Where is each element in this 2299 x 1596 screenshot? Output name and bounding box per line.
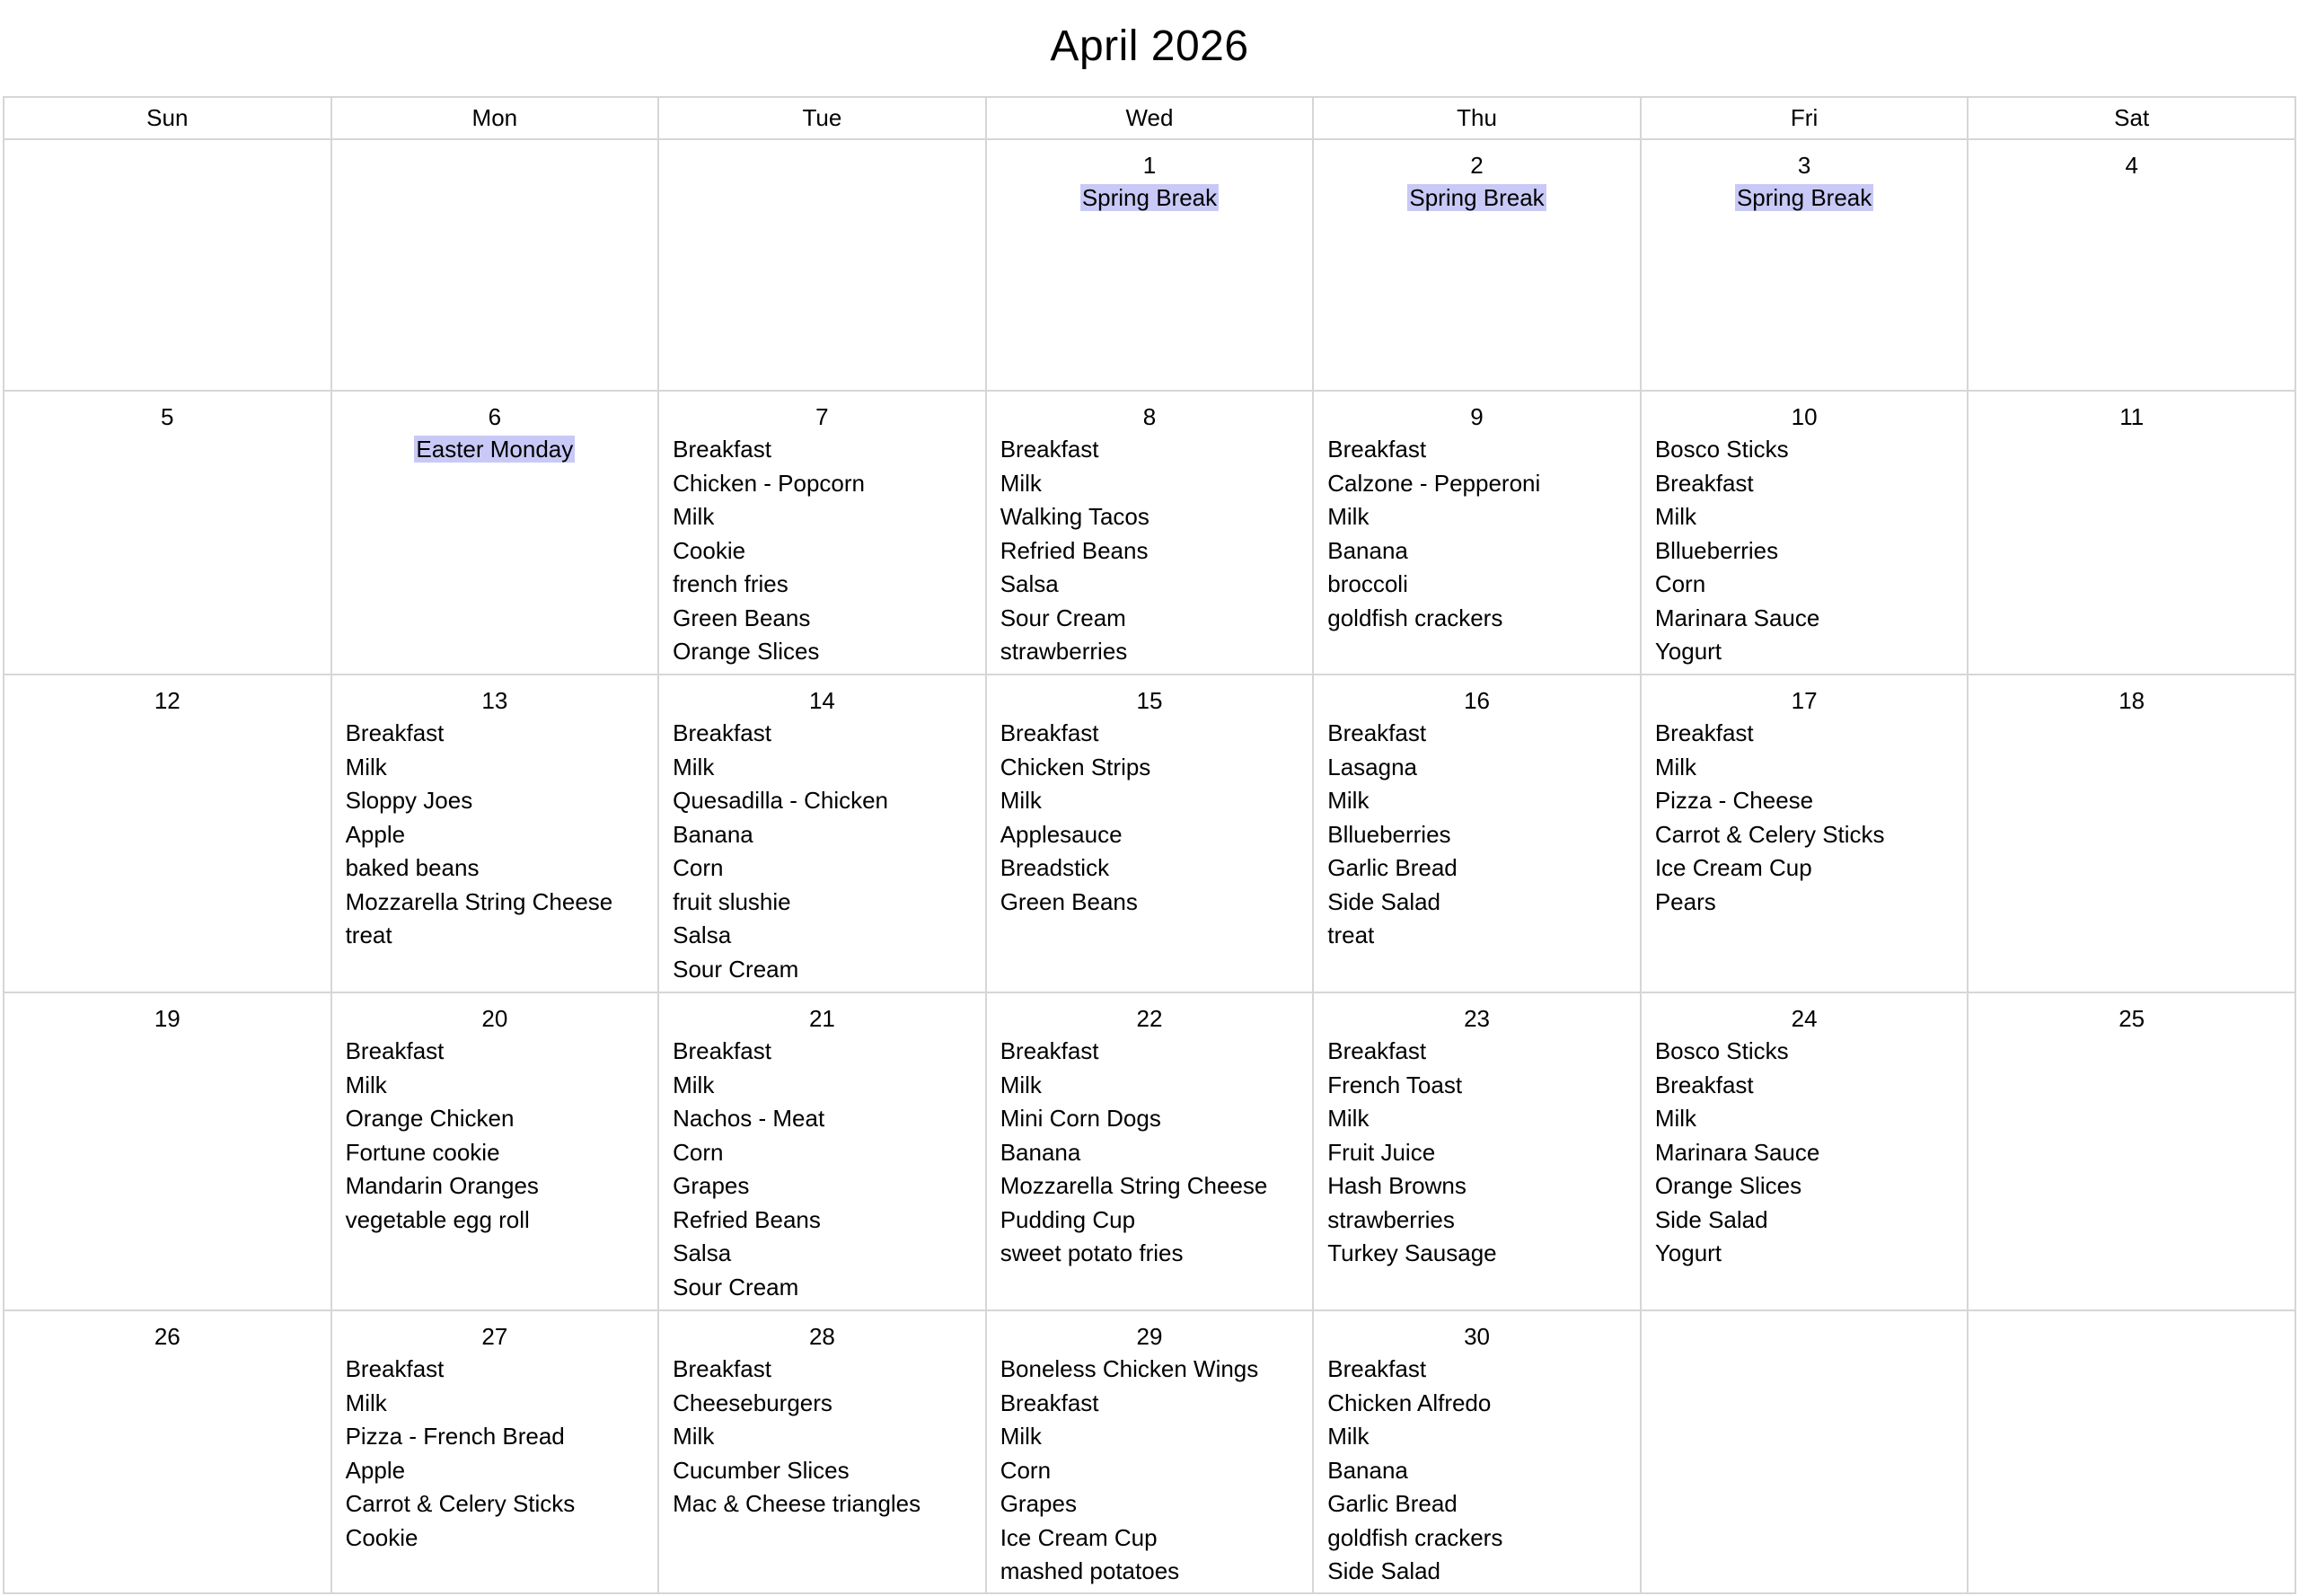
menu-item: Milk — [1000, 787, 1042, 814]
weekday-header: Fri — [1641, 97, 1969, 139]
menu-item: Cookie — [345, 1523, 418, 1551]
day-cell[interactable] — [1313, 139, 1641, 391]
day-cell[interactable] — [1968, 1310, 2295, 1593]
menu-item: Carrot & Celery Sticks — [1654, 820, 1885, 848]
menu-item: Breakfast — [1000, 1037, 1099, 1064]
menu-item: Carrot & Celery Sticks — [345, 1490, 576, 1517]
menu-item-list — [659, 433, 985, 669]
event-label[interactable] — [1642, 181, 1968, 216]
menu-item: Milk — [345, 1071, 387, 1098]
menu-item: Sour Cream — [673, 955, 799, 983]
menu-item: Corn — [673, 854, 724, 881]
day-cell[interactable] — [331, 992, 659, 1310]
menu-item: Breakfast — [1000, 1389, 1099, 1416]
day-cell[interactable] — [1968, 139, 2295, 391]
menu-item: sweet potato fries — [1000, 1239, 1184, 1266]
menu-item: Side Salad — [1654, 1205, 1768, 1233]
menu-item: Breakfast — [1654, 1071, 1754, 1098]
menu-item: Salsa — [673, 1239, 732, 1266]
menu-item-list — [1642, 433, 1968, 669]
menu-item: Grapes — [1000, 1490, 1077, 1517]
menu-item-list — [1314, 717, 1640, 953]
menu-item: strawberries — [1327, 1205, 1455, 1233]
menu-item: Sour Cream — [673, 1273, 799, 1301]
calendar-title: April 2026 — [1050, 22, 1249, 70]
menu-item: Cookie — [673, 536, 746, 564]
menu-item: Refried Beans — [1000, 536, 1149, 564]
event-label[interactable] — [1314, 181, 1640, 216]
day-number: 5 — [161, 403, 174, 430]
menu-item: Breakfast — [1654, 469, 1754, 497]
day-cell[interactable] — [4, 1310, 331, 1593]
menu-item: Green Beans — [1000, 887, 1138, 915]
day-number: 4 — [2125, 152, 2138, 179]
menu-item: Milk — [1327, 1423, 1370, 1450]
event-label[interactable] — [332, 433, 658, 467]
menu-item: Banana — [1000, 1138, 1081, 1166]
day-number: 26 — [154, 1323, 181, 1350]
menu-item: Marinara Sauce — [1654, 1138, 1820, 1166]
menu-item: Milk — [1000, 469, 1042, 497]
day-number: 28 — [808, 1323, 835, 1350]
menu-item-list — [987, 717, 1313, 919]
menu-item: Sour Cream — [1000, 604, 1126, 631]
menu-item: Milk — [673, 1071, 715, 1098]
menu-item: Refried Beans — [673, 1205, 821, 1233]
menu-item: french fries — [673, 570, 788, 597]
menu-item: Pudding Cup — [1000, 1205, 1136, 1233]
menu-item: Applesauce — [1000, 820, 1123, 848]
weekday-header: Sun — [4, 97, 331, 139]
menu-item-list — [1642, 1035, 1968, 1271]
day-number: 8 — [1142, 403, 1157, 430]
menu-item: broccoli — [1327, 570, 1408, 597]
day-cell[interactable] — [1641, 1310, 1969, 1593]
menu-item: Breakfast — [1327, 1037, 1427, 1064]
menu-item: Orange Slices — [673, 638, 820, 665]
day-cell[interactable] — [986, 992, 1314, 1310]
day-number: 12 — [154, 687, 181, 714]
event-label-text: Easter Monday — [416, 436, 574, 463]
day-cell[interactable] — [331, 1310, 659, 1593]
day-cell[interactable] — [4, 992, 331, 1310]
day-cell[interactable] — [1641, 675, 1969, 992]
menu-item-list — [659, 1353, 985, 1521]
menu-item: Milk — [1327, 503, 1370, 530]
menu-item: Milk — [673, 753, 715, 780]
event-label-text: Spring Break — [1736, 184, 1872, 211]
day-cell[interactable] — [986, 1310, 1314, 1593]
day-cell[interactable] — [1641, 992, 1969, 1310]
menu-item: Milk — [1327, 787, 1370, 814]
menu-item: Mandarin Oranges — [345, 1172, 539, 1199]
day-cell[interactable] — [986, 391, 1314, 675]
menu-item: Milk — [673, 503, 715, 530]
menu-item: Cucumber Slices — [673, 1456, 850, 1484]
menu-item: Orange Slices — [1654, 1172, 1802, 1199]
menu-item: mashed potatoes — [1000, 1557, 1180, 1584]
menu-item: Banana — [673, 820, 753, 848]
menu-item: Breakfast — [673, 1355, 771, 1382]
menu-item-list — [1642, 717, 1968, 919]
menu-item-list — [1314, 1035, 1640, 1271]
menu-item: Pears — [1654, 887, 1716, 915]
menu-item-list — [332, 1353, 658, 1555]
menu-item: Chicken Alfredo — [1327, 1389, 1492, 1416]
day-cell[interactable] — [658, 391, 986, 675]
day-number: 6 — [488, 403, 502, 430]
day-cell[interactable] — [986, 139, 1314, 391]
menu-item: Fortune cookie — [345, 1138, 500, 1166]
day-cell[interactable] — [4, 391, 331, 675]
menu-item: Milk — [1654, 1105, 1697, 1132]
day-number: 25 — [2118, 1005, 2145, 1032]
menu-item-list — [1314, 1353, 1640, 1589]
menu-item: Corn — [673, 1138, 724, 1166]
day-number: 29 — [1136, 1323, 1163, 1350]
menu-item-list — [987, 1353, 1313, 1589]
day-cell[interactable] — [1313, 675, 1641, 992]
menu-item: Breakfast — [673, 1037, 771, 1064]
day-number: 30 — [1464, 1323, 1490, 1350]
day-cell[interactable] — [1313, 391, 1641, 675]
menu-item: Boneless Chicken Wings — [1000, 1355, 1259, 1382]
menu-item: Side Salad — [1327, 887, 1441, 915]
day-cell[interactable] — [1968, 992, 2295, 1310]
day-number: 9 — [1470, 403, 1484, 430]
menu-item: Corn — [1000, 1456, 1052, 1484]
menu-item: Breakfast — [345, 1355, 445, 1382]
day-number: 19 — [154, 1005, 181, 1032]
menu-item: vegetable egg roll — [345, 1205, 530, 1233]
menu-item-list — [659, 717, 985, 986]
menu-item: Yogurt — [1654, 1239, 1722, 1266]
menu-item: Chicken Strips — [1000, 753, 1151, 780]
menu-item: French Toast — [1327, 1071, 1463, 1098]
menu-item: treat — [1327, 921, 1375, 948]
menu-item: Apple — [345, 1456, 406, 1484]
menu-item: Breakfast — [1327, 719, 1427, 746]
menu-item: Fruit Juice — [1327, 1138, 1436, 1166]
menu-item: baked beans — [345, 854, 480, 881]
event-label-text: Spring Break — [1409, 184, 1545, 211]
day-number: 23 — [1464, 1005, 1490, 1032]
day-number: 22 — [1136, 1005, 1163, 1032]
menu-item: Breadstick — [1000, 854, 1110, 881]
event-label[interactable] — [987, 181, 1313, 216]
menu-item: Milk — [673, 1423, 715, 1450]
day-number: 1 — [1142, 152, 1157, 179]
menu-item-list — [332, 1035, 658, 1237]
week-row — [4, 139, 2295, 391]
week-row — [4, 1310, 2295, 1593]
menu-item-list — [987, 1035, 1313, 1271]
menu-item-list — [659, 1035, 985, 1304]
weekday-header: Mon — [331, 97, 659, 139]
menu-item: Breakfast — [673, 436, 771, 463]
menu-item: Milk — [345, 1389, 387, 1416]
menu-item: Apple — [345, 820, 406, 848]
day-number: 3 — [1797, 152, 1811, 179]
menu-item: Cheeseburgers — [673, 1389, 832, 1416]
day-number: 2 — [1470, 152, 1484, 179]
menu-item-list — [332, 717, 658, 953]
day-number: 17 — [1791, 687, 1818, 714]
menu-item: Nachos - Meat — [673, 1105, 825, 1132]
day-number: 10 — [1791, 403, 1818, 430]
menu-item: Milk — [1327, 1105, 1370, 1132]
menu-item: Mozzarella String Cheese — [1000, 1172, 1268, 1199]
menu-item: Ice Cream Cup — [1000, 1523, 1158, 1551]
menu-item: Lasagna — [1327, 753, 1418, 780]
day-number: 13 — [481, 687, 508, 714]
menu-item: Milk — [345, 753, 387, 780]
menu-item: Banana — [1327, 536, 1408, 564]
menu-item: Milk — [1000, 1071, 1042, 1098]
day-cell[interactable] — [1968, 391, 2295, 675]
menu-item: fruit slushie — [673, 887, 791, 915]
day-cell[interactable] — [331, 391, 659, 675]
menu-item: Grapes — [673, 1172, 750, 1199]
weekday-header: Thu — [1313, 97, 1641, 139]
menu-item: Salsa — [673, 921, 732, 948]
day-cell[interactable] — [4, 675, 331, 992]
menu-item: Bosco Sticks — [1654, 436, 1789, 463]
day-cell[interactable] — [1313, 1310, 1641, 1593]
menu-item: Banana — [1327, 1456, 1408, 1484]
day-number: 11 — [2119, 403, 2145, 430]
menu-item: strawberries — [1000, 638, 1128, 665]
menu-item: Walking Tacos — [1000, 503, 1150, 530]
menu-item: Garlic Bread — [1327, 854, 1458, 881]
menu-item: goldfish crackers — [1327, 1523, 1503, 1551]
day-number: 15 — [1136, 687, 1163, 714]
menu-item: Corn — [1654, 570, 1706, 597]
day-cell[interactable] — [658, 1310, 986, 1593]
menu-item: Breakfast — [673, 719, 771, 746]
menu-item: Breakfast — [345, 1037, 445, 1064]
week-row — [4, 992, 2295, 1310]
menu-item: Mac & Cheese triangles — [673, 1490, 921, 1517]
menu-item: Bllueberries — [1327, 820, 1451, 848]
menu-item: Ice Cream Cup — [1654, 854, 1812, 881]
menu-item: Marinara Sauce — [1654, 604, 1820, 631]
day-cell[interactable] — [1641, 139, 1969, 391]
menu-item: Breakfast — [1654, 719, 1754, 746]
menu-item: Garlic Bread — [1327, 1490, 1458, 1517]
day-number: 27 — [481, 1323, 508, 1350]
menu-item: Breakfast — [345, 719, 445, 746]
menu-item-list — [1314, 433, 1640, 635]
menu-item: Breakfast — [1327, 1355, 1427, 1382]
menu-item-list — [987, 433, 1313, 669]
calendar-body — [4, 139, 2295, 1593]
day-cell[interactable] — [4, 139, 331, 391]
menu-item: Milk — [1654, 753, 1697, 780]
weekday-header: Wed — [986, 97, 1314, 139]
menu-item: Breakfast — [1327, 436, 1427, 463]
menu-item: Breakfast — [1000, 436, 1099, 463]
week-row — [4, 675, 2295, 992]
day-number: 20 — [481, 1005, 508, 1032]
menu-item: Pizza - Cheese — [1654, 787, 1814, 814]
weekday-header: Tue — [658, 97, 986, 139]
menu-item: Pizza - French Bread — [345, 1423, 565, 1450]
menu-item: Green Beans — [673, 604, 811, 631]
day-number: 18 — [2118, 687, 2145, 714]
menu-item: goldfish crackers — [1327, 604, 1503, 631]
menu-item: Bllueberries — [1654, 536, 1779, 564]
day-cell[interactable] — [658, 139, 986, 391]
calendar-grid — [3, 96, 2296, 1594]
menu-item: Mozzarella String Cheese — [345, 887, 613, 915]
menu-item: Calzone - Pepperoni — [1327, 469, 1541, 497]
day-number: 24 — [1791, 1005, 1818, 1032]
day-cell[interactable] — [658, 675, 986, 992]
week-row — [4, 391, 2295, 675]
menu-item: Hash Browns — [1327, 1172, 1467, 1199]
menu-item: Quesadilla - Chicken — [673, 787, 889, 814]
day-number: 7 — [815, 403, 829, 430]
menu-item: Sloppy Joes — [345, 787, 473, 814]
day-cell[interactable] — [658, 992, 986, 1310]
menu-item: Salsa — [1000, 570, 1059, 597]
menu-item: Turkey Sausage — [1327, 1239, 1497, 1266]
day-cell[interactable] — [331, 675, 659, 992]
menu-item: Bosco Sticks — [1654, 1037, 1789, 1064]
day-cell[interactable] — [1641, 391, 1969, 675]
weekday-header-row — [4, 97, 2295, 139]
menu-item: Yogurt — [1654, 638, 1722, 665]
menu-item: Milk — [1000, 1423, 1042, 1450]
day-number: 21 — [808, 1005, 835, 1032]
day-cell[interactable] — [331, 139, 659, 391]
menu-item: Side Salad — [1327, 1557, 1441, 1584]
day-cell[interactable] — [1968, 675, 2295, 992]
menu-item: Milk — [1654, 503, 1697, 530]
day-number: 16 — [1464, 687, 1490, 714]
day-number: 14 — [808, 687, 835, 714]
event-label-text: Spring Break — [1081, 184, 1218, 211]
menu-item: Mini Corn Dogs — [1000, 1105, 1161, 1132]
weekday-header: Sat — [1968, 97, 2295, 139]
menu-item: Breakfast — [1000, 719, 1099, 746]
day-cell[interactable] — [1313, 992, 1641, 1310]
menu-item: treat — [345, 921, 392, 948]
menu-item: Chicken - Popcorn — [673, 469, 866, 497]
day-cell[interactable] — [986, 675, 1314, 992]
menu-item: Orange Chicken — [345, 1105, 515, 1132]
